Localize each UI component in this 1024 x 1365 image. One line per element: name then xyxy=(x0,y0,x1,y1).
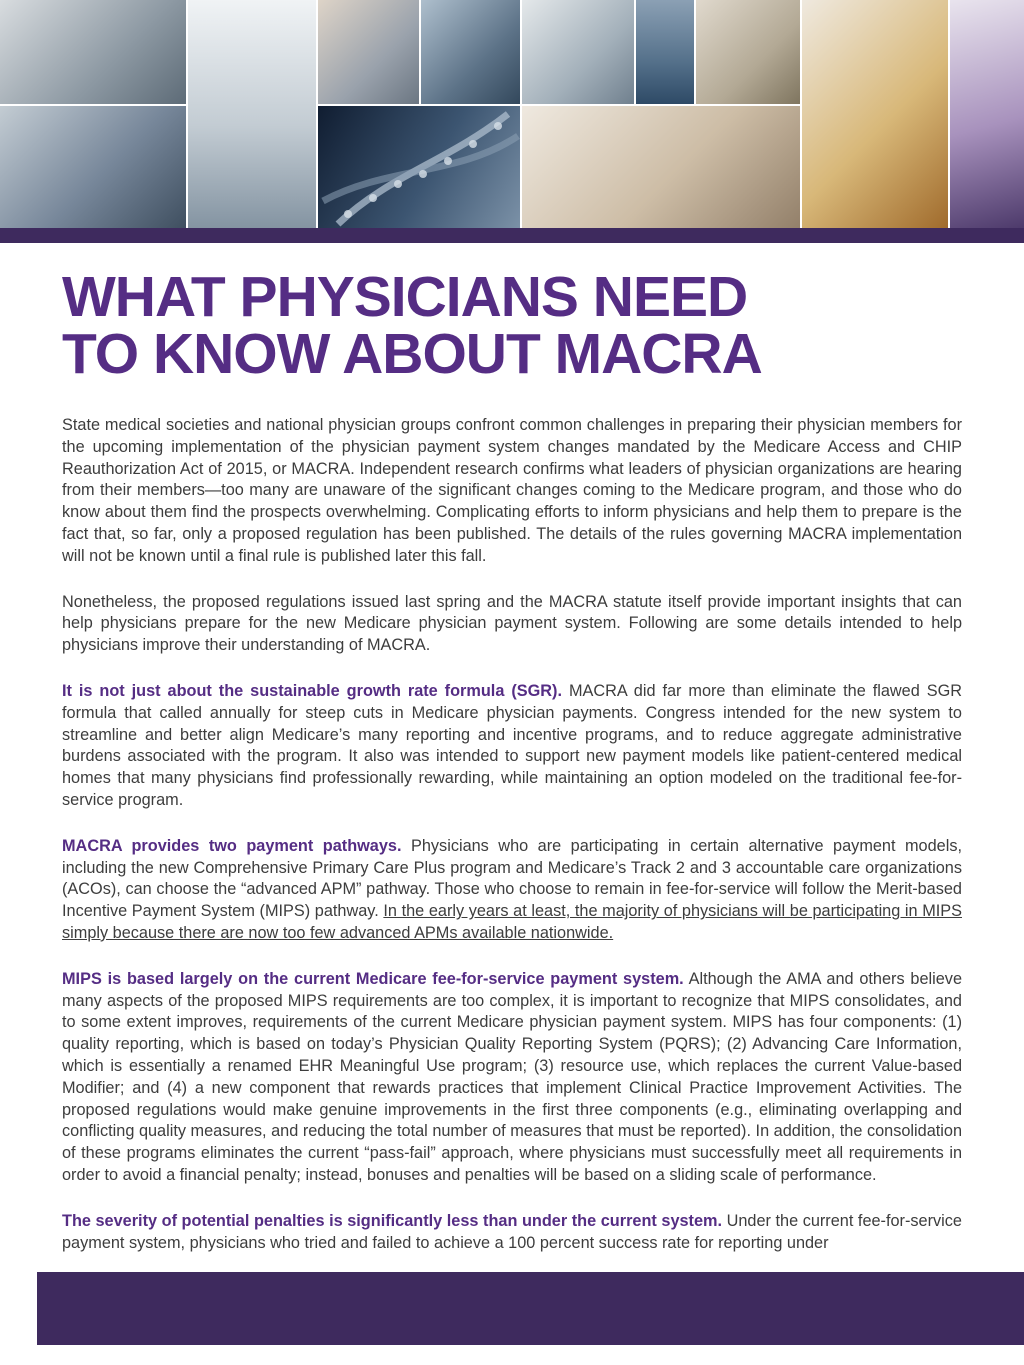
photo-doctor-computer-icon xyxy=(522,0,634,104)
header-divider-bar xyxy=(0,228,1024,243)
sgr-paragraph-lead: It is not just about the sustainable growth rate formula (SGR). xyxy=(62,681,562,700)
photo-stone-columns-icon xyxy=(696,0,800,104)
footer-bar xyxy=(37,1272,1024,1345)
mips-paragraph xyxy=(62,969,962,1187)
mips-paragraph-text: Although the AMA and others believe many aspects of the proposed MIPS requirements are too complex, it is important to recognize that MIPS consolidates, and to some extent improves, requirements of the current Medicare physician payment system. MIPS has four components: (1) quality reporting, which is based on today’s Physician Quality Reporting System (PQRS); (2) Advancing Care Information, which is essentially a renamed EHR Meaningful Use program; (3) resource use, which replaces the current Value-based Modifier; and (4) a new component that rewards practices that implement Clinical Practice Improvement Activities. The proposed regulations would make genuine improvements in the first three components (e.g., eliminating overlapping and conflicting quality measures, and reducing the total number of measures that must be reported). In addition, the consolidation of these programs eliminates the current “pass-fail” approach, where physicians must successfully meet all requirements in order to avoid a financial penalty; instead, bonuses and penalties will be based on a sliding scale of performance. xyxy=(62,969,962,1184)
photo-typing-laptop-icon xyxy=(522,106,800,228)
pathways-paragraph-lead: MACRA provides two payment pathways. xyxy=(62,836,402,855)
penalties-paragraph xyxy=(62,1211,962,1255)
intro-paragraph-text: State medical societies and national physician groups confront common challenges in preparing their physician members for the upcoming implementation of the physician payment system changes mandated by the Medicare Access and CHIP Reauthorization Act of 2015, or MACRA. Independent research confirms what leaders of physician organizations are hearing from their members—too many are unaware of the significant changes coming to the Medicare program, and those who do know about them find the prospects overwhelming. Complicating efforts to inform physicians and help them to prepare is the fact that, so far, only a proposed regulation has been published. The details of the rules governing MACRA implementation will not be known until a final rule is published later this fall. xyxy=(62,416,962,565)
page-title xyxy=(62,265,962,386)
page-title-line2: TO KNOW ABOUT MACRA xyxy=(62,322,762,386)
photo-capitol-building-icon xyxy=(636,0,694,104)
photo-dna-strand-icon xyxy=(318,106,520,228)
page-title-line1: WHAT PHYSICIANS NEED xyxy=(62,265,748,329)
penalties-paragraph-lead: The severity of potential penalties is significantly less than under the current system. xyxy=(62,1211,723,1230)
sgr-paragraph xyxy=(62,681,962,812)
photo-nurse-consult-icon xyxy=(950,0,1024,228)
article xyxy=(0,265,1024,1254)
photo-clinic-hallway-icon xyxy=(188,0,316,228)
photo-doctor-consult-icon xyxy=(0,0,186,104)
photo-collage xyxy=(0,0,1024,228)
mips-paragraph-lead: MIPS is based largely on the current Medicare fee-for-service payment system. xyxy=(62,969,684,988)
overview-paragraph-text: Nonetheless, the proposed regulations issued last spring and the MACRA statute itself provide important insights that can help physicians prepare for the new Medicare physician payment system. Following are some details intended to help physicians improve their understanding of MACRA. xyxy=(62,592,962,655)
photo-boy-laughing-icon xyxy=(802,0,948,228)
sgr-paragraph-text: MACRA did far more than eliminate the flawed SGR formula that called annually for steep cuts in Medicare physician payments. Congress intended for the new system to streamline and better align Medicare’s many reporting and incentive programs, and to reduce aggregate administrative burdens associated with the program. It also was intended to support new payment models like patient-centered medical homes that many physicians find professionally rewarding, while maintaining an option modeled on the traditional fee-for-service program. xyxy=(62,681,963,809)
overview-paragraph xyxy=(62,592,962,657)
penalties-paragraph-text: Under the current fee-for-service payment system, physicians who tried and failed to achieve a 100 percent success rate for reporting under xyxy=(62,1211,962,1252)
pathways-paragraph-text: Physicians who are participating in certain alternative payment models, including the new Comprehensive Primary Care Plus program and Medicare’s Track 2 and 3 accountable care organizations (ACOs), can choose the “advanced APM” pathway. Those who choose to remain in fee-for-service will follow the Merit-based Incentive Payment System (MIPS) pathway. xyxy=(62,836,963,921)
photo-doctors-meeting-icon xyxy=(0,106,186,228)
photo-colleagues-icon xyxy=(318,0,419,104)
intro-paragraph xyxy=(62,415,962,568)
photo-team-discussion-icon xyxy=(421,0,520,104)
pathways-paragraph xyxy=(62,836,962,945)
pathways-paragraph-underlined: In the early years at least, the majority of physicians will be participating in MIPS simply because there are now too few advanced APMs available nationwide. xyxy=(62,902,962,942)
